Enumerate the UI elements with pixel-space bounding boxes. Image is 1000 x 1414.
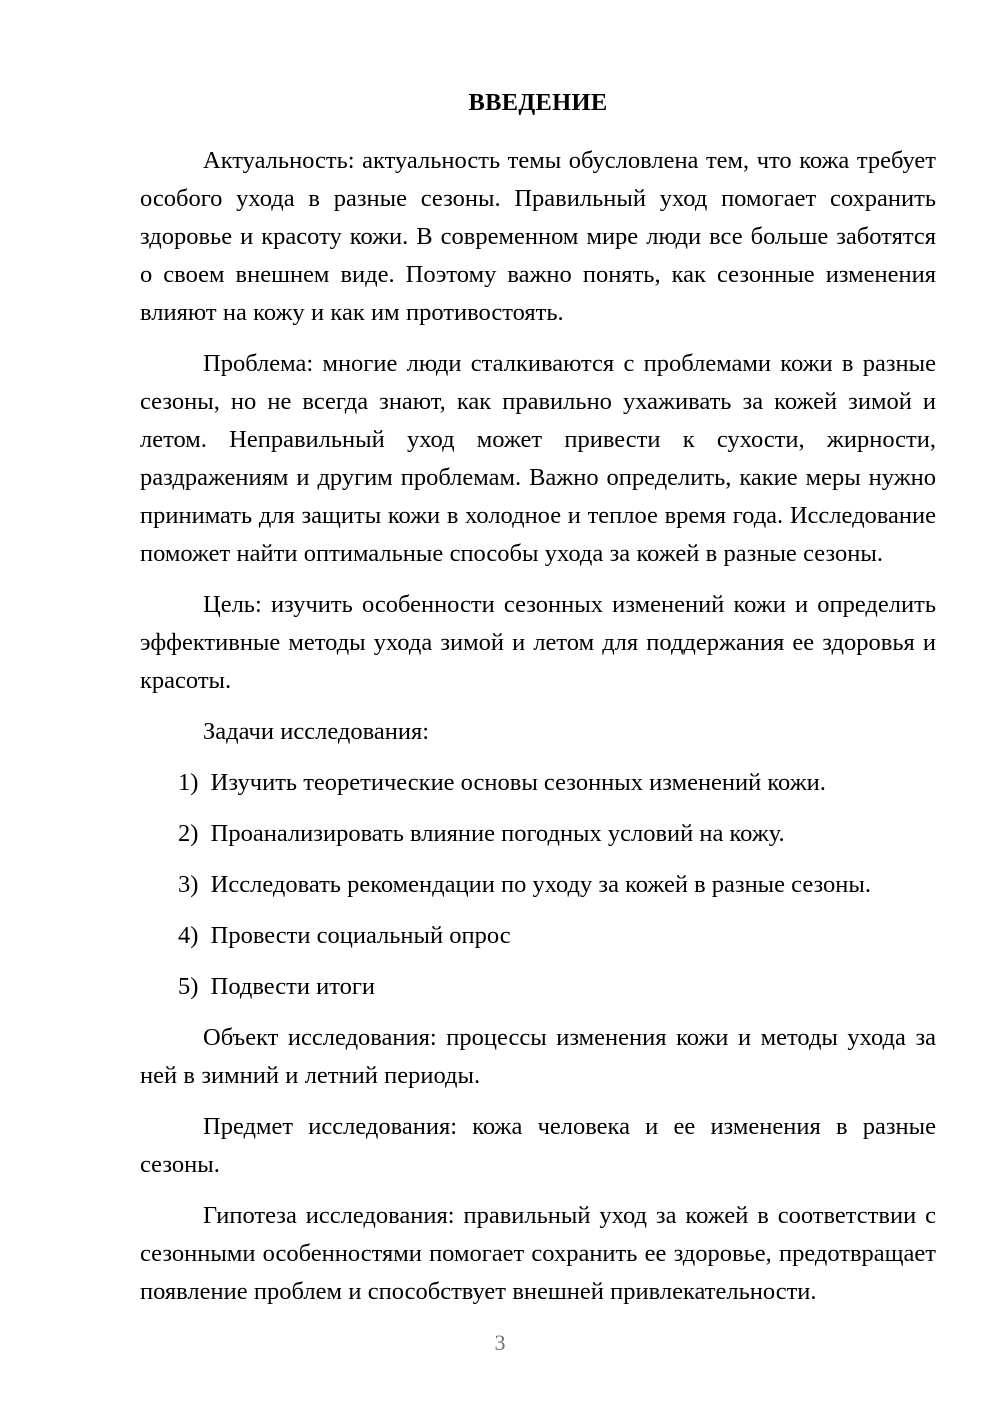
paragraph-problem: Проблема: многие люди сталкиваются с проблемами кожи в разные сезоны, но не всегда знают, как правильно ухаживать за кожей зимой и летом. Неправильный уход может привести к сухости, жирности, раздражениям и другим проблемам. Важно определить, какие меры нужно принимать для защиты кожи в холодное и теплое время года. Исследование поможет найти оптимальные способы ухода за кожей в разные сезоны. bbox=[140, 350, 936, 568]
paragraph-relevance: Актуальность: актуальность темы обусловлена тем, что кожа требует особого ухода в разные сезоны. Правильный уход помогает сохранить здоровье и красоту кожи. В современном мире люди все больше заботятся о своем внешнем виде. Поэтому важно понять, как сезонные изменения влияют на кожу и как им противостоять. bbox=[140, 147, 936, 327]
list-item bbox=[140, 764, 936, 802]
list-item bbox=[140, 866, 936, 904]
document-body bbox=[140, 88, 936, 1324]
list-item-text: Проанализировать влияние погодных условий на кожу. bbox=[210, 820, 785, 848]
tasks-list bbox=[140, 764, 936, 1006]
page-title: ВВЕДЕНИЕ bbox=[468, 89, 608, 116]
list-item bbox=[140, 968, 936, 1006]
list-item-text: Исследовать рекомендации по уходу за кожей в разные сезоны. bbox=[210, 871, 871, 899]
list-item-text: Подвести итоги bbox=[210, 973, 376, 1001]
list-item-number: 1) bbox=[178, 769, 205, 797]
list-item-number: 2) bbox=[178, 820, 205, 848]
page-number: 3 bbox=[494, 1330, 506, 1355]
list-item-number: 4) bbox=[178, 922, 205, 950]
paragraph-object: Объект исследования: процессы изменения кожи и методы ухода за ней в зимний и летний периоды. bbox=[140, 1024, 936, 1090]
list-item bbox=[140, 815, 936, 853]
paragraph-tasks-heading: Задачи исследования: bbox=[203, 718, 430, 746]
paragraph-hypothesis: Гипотеза исследования: правильный уход за кожей в соответствии с сезонными особенностями помогает сохранить ее здоровье, предотвращает появление проблем и способствует внешней привлекательности. bbox=[140, 1202, 936, 1306]
list-item-number: 3) bbox=[178, 871, 205, 899]
list-item-text: Изучить теоретические основы сезонных изменений кожи. bbox=[210, 769, 826, 797]
list-item bbox=[140, 917, 936, 955]
list-item-text: Провести социальный опрос bbox=[210, 922, 511, 950]
paragraph-subject: Предмет исследования: кожа человека и ее изменения в разные сезоны. bbox=[140, 1113, 936, 1179]
paragraph-goal: Цель: изучить особенности сезонных изменений кожи и определить эффективные методы ухода зимой и летом для поддержания ее здоровья и красоты. bbox=[140, 591, 936, 695]
list-item-number: 5) bbox=[178, 973, 205, 1001]
